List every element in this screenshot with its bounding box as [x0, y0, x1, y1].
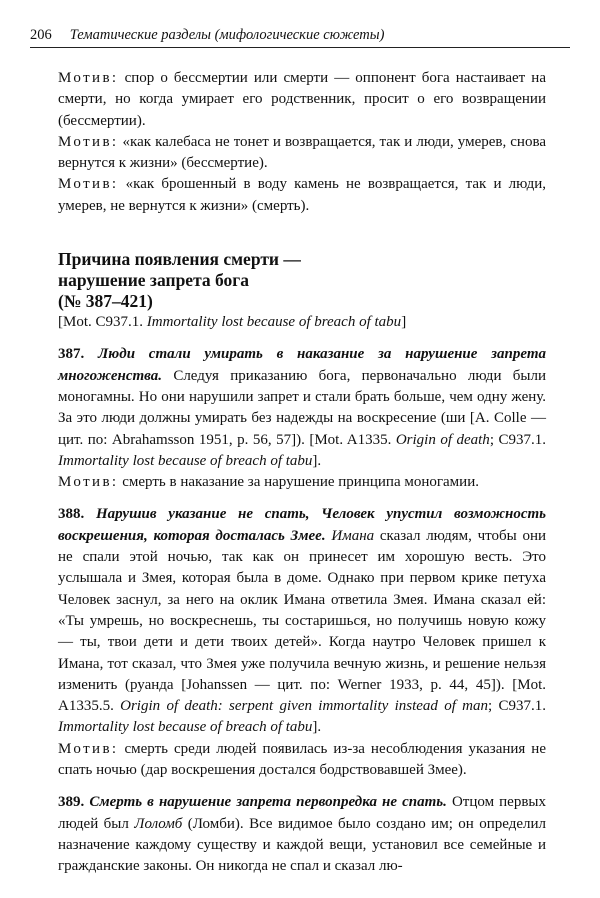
entry-italic-name: Лоломб	[134, 815, 183, 832]
entry-388-motif	[58, 739, 546, 782]
entry-number: 389.	[58, 794, 85, 811]
entry-italic: Immortality lost because of breach of tabu	[58, 452, 313, 469]
motif-label: Мотив:	[58, 70, 119, 86]
mot-italic: Immortality lost because of breach of tabu	[146, 314, 402, 331]
page-number: 206	[30, 27, 52, 43]
intro-motif-1	[58, 68, 546, 132]
running-title: Тематические разделы (мифологические сюжеты)	[69, 27, 385, 43]
entry-text: Отцом первых людей был	[58, 794, 547, 832]
motif-label: Мотив:	[58, 176, 119, 193]
entry-title: Нарушив указание не спать, Человек упустил возможность воскрешения, которая досталась Змее.	[58, 506, 546, 544]
entry-italic: Origin of death	[395, 431, 490, 448]
page-body	[58, 68, 546, 878]
running-header	[30, 26, 570, 44]
intro-motif-2-text: «как калебаса не тонет и возвращается, так и люди, умерев, снова вернутся к жизни» (бессмертие).	[58, 133, 546, 172]
entry-389-text	[58, 792, 546, 877]
entry-spacer	[58, 493, 546, 504]
entry-number: 388.	[58, 506, 85, 523]
entry-text: ].	[312, 719, 322, 736]
entry-italic-name: Имана	[331, 527, 375, 544]
motif-text: смерть среди людей появилась из-за несоблюдения указания не спать ночью (дар воскрешения достался бодрствовавшей Змее).	[58, 740, 546, 779]
motif-label: Мотив:	[58, 740, 119, 757]
intro-motif-3	[58, 174, 546, 217]
intro-motif-2	[58, 132, 546, 175]
entry-spacer	[58, 333, 546, 344]
entry-text: Следуя приказанию бога, первоначально люди были моногамны. Но они нарушили запрет и стали брать больше, чем одну жену. За это люди должны умирать без надежды на воскресение (ши [A. Colle — цит. по: Abrahamsson 1951, p. 56, 57]). [Mot. A1335.	[58, 367, 546, 448]
entry-title: Люди стали умирать в наказание за нарушение запрета многоженства.	[58, 346, 547, 384]
motif-text: смерть в наказание за нарушение принципа моногамии.	[118, 474, 479, 491]
entry-387-text	[58, 344, 546, 472]
entry-text: ; C937.1.	[489, 431, 546, 448]
entry-text: ; C937.1.	[488, 698, 546, 715]
entry-387-motif	[58, 472, 546, 493]
entry-387	[58, 344, 546, 493]
entry-389	[58, 792, 546, 877]
section-title-line-2: нарушение запрета бога	[58, 270, 249, 291]
section-spacer	[58, 217, 546, 249]
header-rule	[30, 47, 570, 48]
entry-388-text	[58, 504, 546, 738]
section-heading	[58, 249, 546, 333]
intro-motif-3-text: «как брошенный в воду камень не возвращается, так и люди, умерев, не вернутся к жизни» (смерть).	[58, 176, 546, 214]
intro-motif-1-text: спор о бессмертии или смерти — оппонент бога настаивает на смерти, но когда умирает его родственник, просит о его возвращении (бессмертии).	[58, 70, 546, 129]
mot-suffix: ]	[401, 314, 407, 331]
entry-title: Смерть в нарушение запрета первопредка не спать.	[89, 794, 447, 811]
entry-388	[58, 504, 546, 781]
entry-text: ].	[312, 452, 322, 469]
section-mot-reference	[58, 312, 546, 333]
entry-text: сказал людям, чтобы они не спали этой ночью, так как он принесет им хорошую весть. Это услышала и Змея, которая была в доме. Однако при первом крике петуха Человек заснул, за него на оклик Имана ответила Змея. Имана сказал ей: «Ты умрешь, но воскреснешь, ты состаришься, но получишь новую кожу — ты, твои дети и дети твоих детей». Когда наутро Человек пришел к Имана, тот сказал, что Змея уже получила вечную жизнь, и решение нельзя изменить (руанда [Johanssen — цит. по: Werner 1933, p. 44, 45]). [Mot. A1335.5.	[58, 527, 547, 715]
entry-text: (Ломби). Все видимое было создано им; он определил назначение каждому существу и каждой вещи, установил все семейные и гражданские законы. Он никогда не спал и сказал лю-	[58, 815, 546, 875]
entry-number: 387.	[58, 346, 85, 363]
entry-italic: Origin of death: serpent given immortality instead of man	[120, 698, 489, 715]
section-title-line-3: (№ 387–421)	[58, 291, 153, 312]
section-title-line-1: Причина появления смерти —	[58, 249, 301, 270]
entry-italic: Immortality lost because of breach of tabu	[58, 719, 313, 736]
motif-label: Мотив:	[58, 474, 119, 491]
motif-label: Мотив:	[58, 133, 119, 150]
mot-prefix: [Mot. C937.1.	[58, 314, 147, 331]
entry-spacer	[58, 781, 546, 792]
